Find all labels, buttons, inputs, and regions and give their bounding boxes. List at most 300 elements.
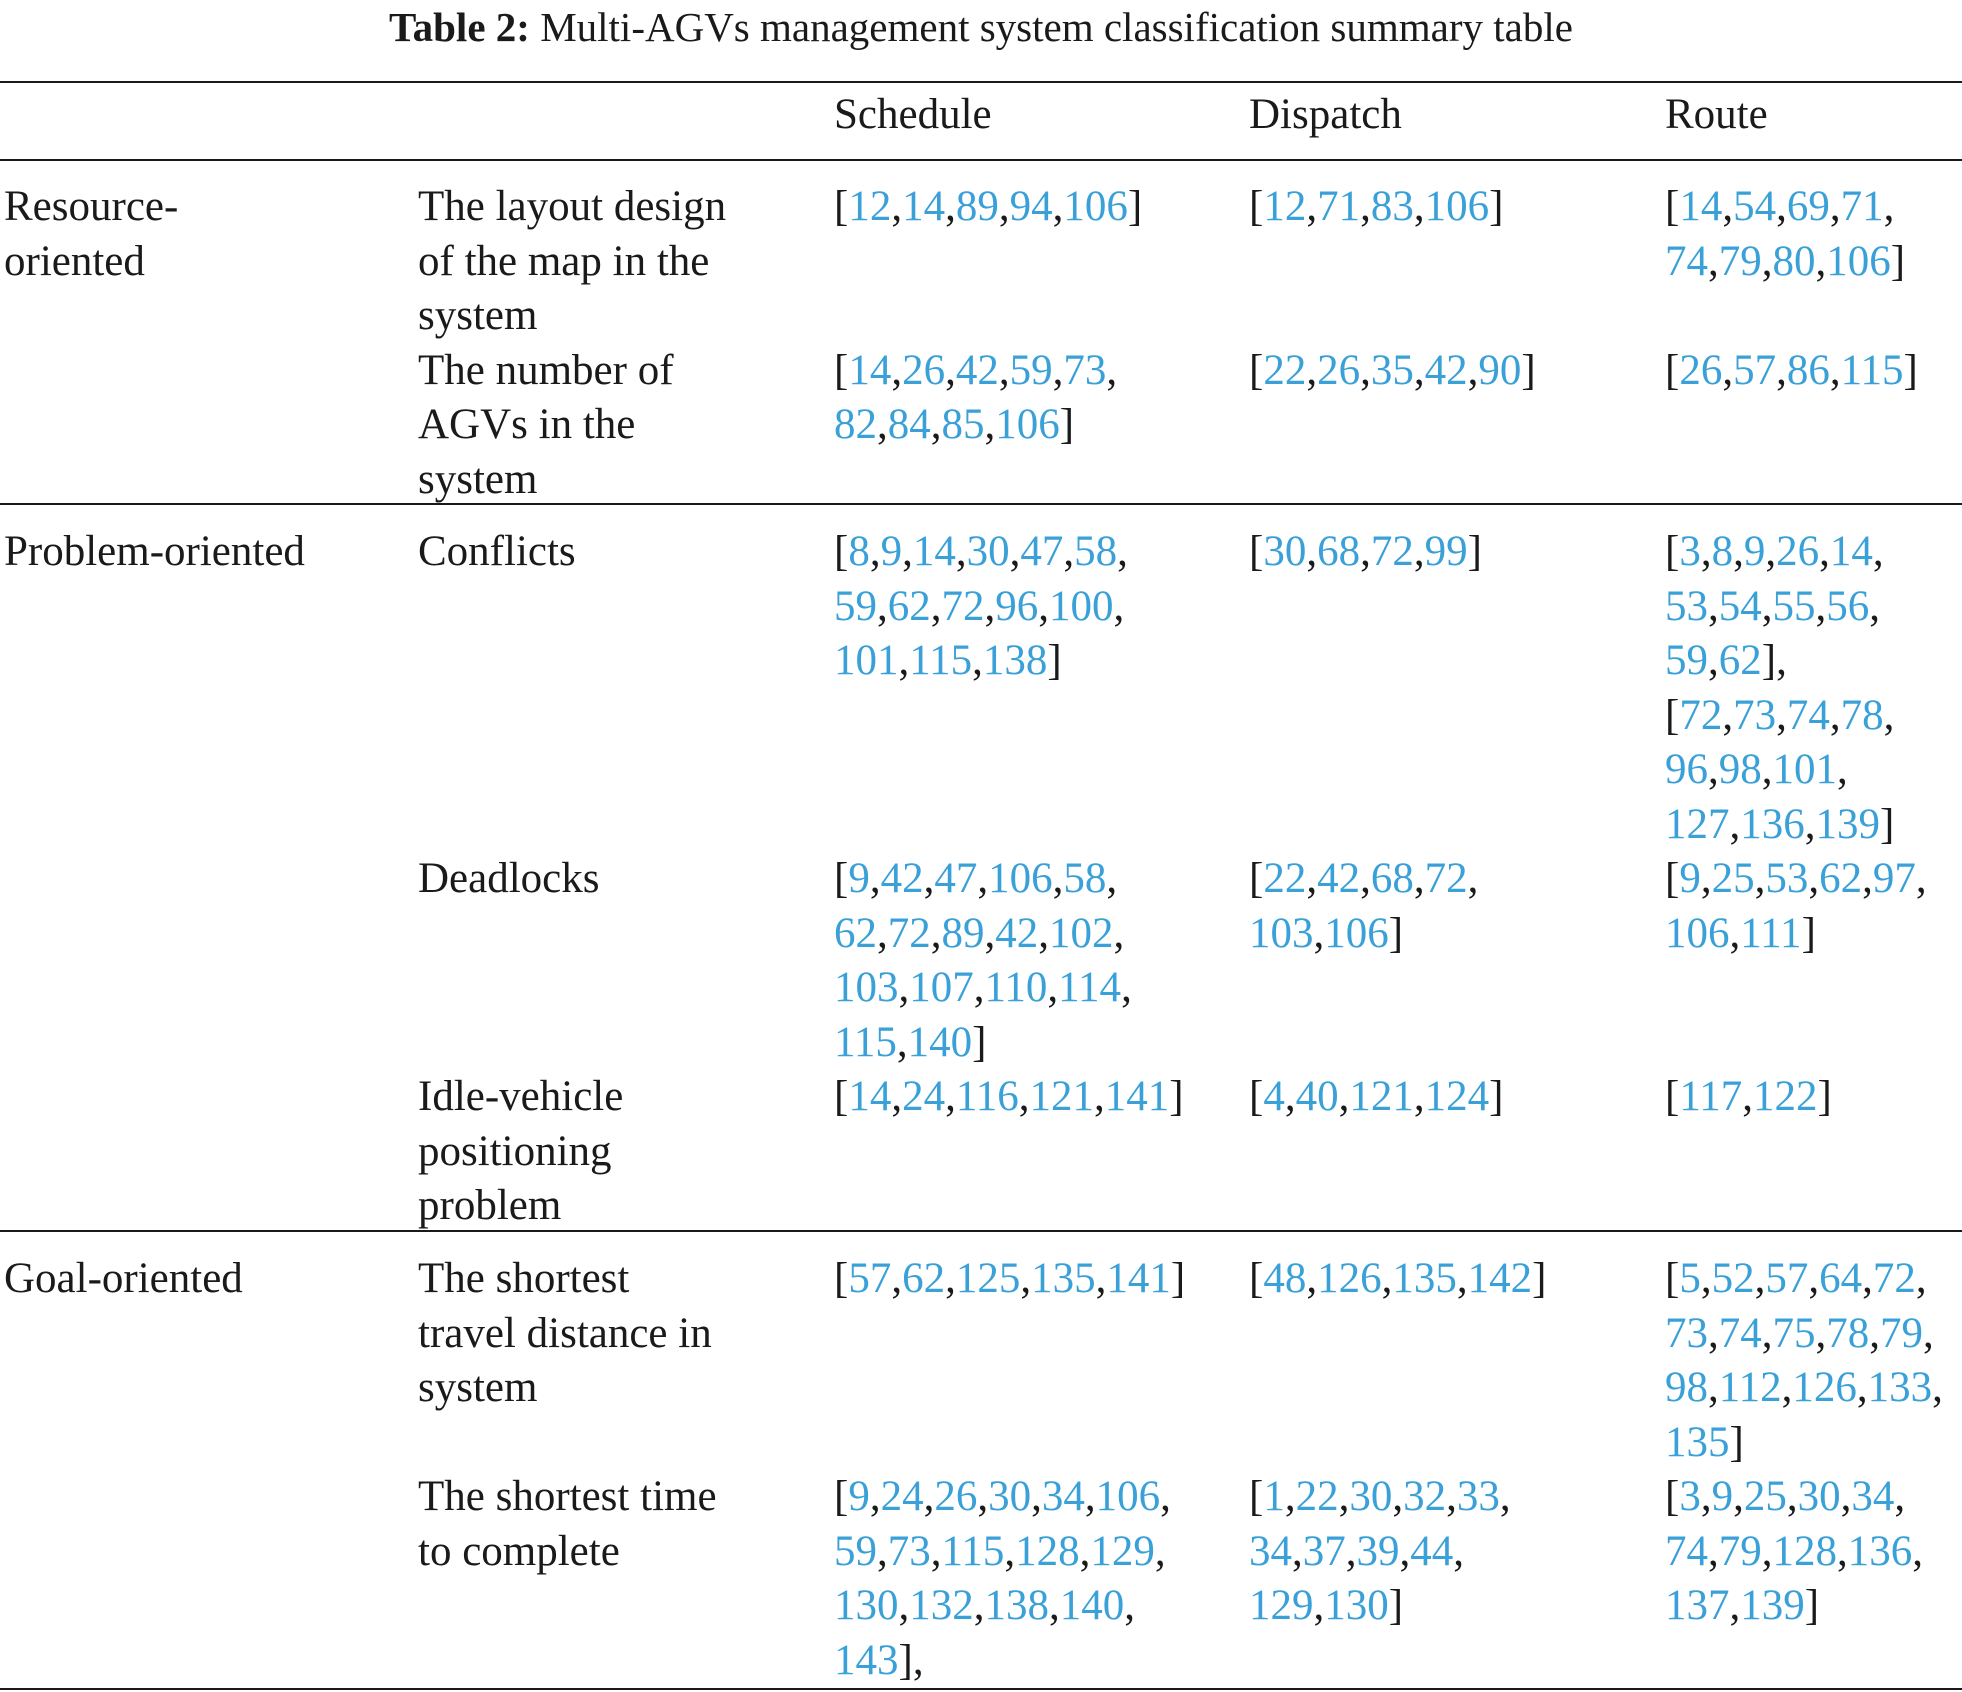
citation-link[interactable]: 32 [1403,1473,1447,1520]
citation-link[interactable]: 103 [1249,909,1314,957]
citation-link[interactable]: 30 [1349,1473,1393,1520]
citation-punct: , [1742,1073,1753,1120]
citation-link[interactable]: 8 [1711,528,1734,575]
citation-link[interactable]: 136 [1847,1527,1913,1575]
schedule-refs [834,525,1128,689]
citation-link[interactable]: 138 [982,637,1048,684]
citation-link[interactable]: 5 [1679,1255,1701,1302]
citation-punct: [ [1249,183,1264,230]
citation-link[interactable]: 30 [988,1473,1032,1520]
citation-link[interactable]: 22 [1263,346,1307,394]
citation-link[interactable]: 34 [1041,1473,1085,1520]
citation-link[interactable]: 42 [1424,346,1468,394]
citation-punct: , [1829,691,1841,739]
citation-link[interactable]: 62 [1819,855,1863,902]
citation-punct: , [1106,346,1118,394]
category-label [4,1252,243,1307]
dispatch-refs [1249,525,1482,580]
citation-link[interactable]: 55 [1772,582,1816,630]
citation-punct: , [1837,746,1848,793]
citation-link[interactable]: 135 [1665,1418,1730,1466]
citation-link[interactable]: 71 [1317,183,1361,230]
citation-punct: , [1052,183,1064,230]
citation-line [1665,1416,1943,1471]
citation-link[interactable]: 106 [1063,183,1128,230]
citation-punct: , [1761,746,1773,793]
citation-punct: , [869,528,881,575]
citation-line [834,852,1132,907]
citation-link[interactable]: 121 [1349,1073,1414,1120]
citation-link[interactable]: 73 [1733,691,1777,739]
citation-link[interactable]: 121 [1029,1073,1094,1120]
citation-punct: , [1722,183,1734,230]
aspect-label [418,1070,623,1234]
citation-link[interactable]: 107 [909,964,974,1011]
citation-punct: , [1761,1309,1773,1357]
citation-link[interactable]: 101 [1772,746,1837,793]
citation-punct: [ [1665,691,1680,739]
citation-link[interactable]: 72 [1679,691,1723,739]
citation-link[interactable]: 26 [902,346,946,394]
citation-link[interactable]: 58 [1074,528,1118,575]
citation-link[interactable]: 141 [1106,1255,1171,1302]
citation-line [834,1470,1171,1525]
citation-link[interactable]: 9 [1711,1473,1734,1520]
aspect-label [418,525,576,580]
citation-link[interactable]: 86 [1786,346,1830,394]
citation-link[interactable]: 106 [995,401,1060,448]
citation-link[interactable]: 115 [941,1527,1005,1575]
citation-line [1249,525,1482,580]
citation-line [1249,1525,1511,1580]
citation-link[interactable]: 47 [934,855,978,902]
citation-punct: , [1313,1582,1325,1629]
citation-link[interactable]: 89 [955,183,999,230]
dispatch-refs [1249,1252,1546,1307]
citation-punct: , [1453,1527,1464,1575]
citation-punct: , [1038,582,1049,630]
citation-line [1665,852,1927,907]
citation-link[interactable]: 59 [1009,346,1053,394]
citation-link[interactable]: 56 [1826,582,1870,630]
header-route: Route [1665,91,1768,138]
aspect-label-line: Idle-vehicle [418,1073,624,1120]
citation-link[interactable]: 72 [1424,855,1468,902]
citation-punct: , [1413,528,1425,575]
citation-link[interactable]: 14 [912,528,956,575]
citation-punct: , [1154,1527,1166,1575]
citation-link[interactable]: 103 [834,964,899,1011]
citation-link[interactable]: 130 [1324,1582,1389,1629]
citation-punct: , [891,346,903,394]
citation-punct: , [1313,909,1325,957]
citation-link[interactable]: 125 [955,1255,1021,1302]
citation-punct: , [1413,183,1425,230]
citation-link[interactable]: 64 [1819,1255,1863,1302]
citation-punct: , [1345,1527,1357,1575]
citation-link[interactable]: 129 [1090,1527,1155,1575]
citation-punct: ] [1127,183,1143,230]
citation-link[interactable]: 128 [1015,1527,1080,1575]
citation-link[interactable]: 24 [880,1473,924,1520]
citation-link[interactable]: 30 [1797,1473,1841,1520]
citation-link[interactable]: 59 [834,1527,877,1575]
citation-link[interactable]: 73 [1665,1309,1708,1357]
citation-link[interactable]: 133 [1867,1364,1933,1411]
citation-link[interactable]: 9 [1679,855,1701,902]
citation-link[interactable]: 30 [1263,528,1307,575]
citation-link[interactable]: 94 [1009,183,1053,230]
citation-link[interactable]: 75 [1772,1309,1816,1357]
citation-link[interactable]: 74 [1718,1309,1762,1357]
citation-line [1249,1579,1511,1634]
citation-punct: , [1862,1255,1873,1302]
citation-punct: [ [1665,1255,1680,1302]
citation-punct: ] [1388,1582,1404,1629]
citation-link[interactable]: 106 [1665,909,1730,957]
citation-link[interactable]: 78 [1826,1309,1870,1357]
citation-link[interactable]: 52 [1711,1255,1755,1302]
citation-link[interactable]: 62 [1718,637,1762,684]
citation-punct: , [1761,1527,1773,1575]
category-label-line: oriented [4,237,145,285]
citation-punct: , [1306,1255,1318,1302]
citation-link[interactable]: 73 [1063,346,1107,394]
citation-link[interactable]: 74 [1665,237,1708,285]
citation-link[interactable]: 96 [995,582,1039,630]
citation-punct: ] [1521,346,1536,394]
citation-link[interactable]: 128 [1772,1527,1837,1575]
citation-link[interactable]: 69 [1786,183,1830,230]
citation-link[interactable]: 14 [848,1073,892,1120]
citation-link[interactable]: 37 [1302,1527,1346,1575]
citation-line [1665,1525,1923,1580]
citation-punct: , [1360,528,1371,575]
citation-punct: , [1761,582,1773,630]
citation-punct: , [1124,1582,1135,1629]
citation-link[interactable]: 117 [1679,1073,1743,1120]
citation-punct: , [1338,1473,1350,1520]
citation-punct: , [1815,237,1827,285]
citation-link[interactable]: 22 [1263,855,1307,902]
citation-link[interactable]: 68 [1370,855,1414,902]
citation-link[interactable]: 79 [1880,1309,1923,1357]
citation-link[interactable]: 57 [848,1255,892,1302]
citation-link[interactable]: 68 [1317,528,1361,575]
citation-punct: , [898,1582,910,1629]
citation-link[interactable]: 62 [834,909,877,957]
citation-line [1665,689,1894,744]
citation-link[interactable]: 25 [1743,1473,1787,1520]
citation-link[interactable]: 48 [1263,1255,1307,1302]
citation-punct: [ [834,183,849,230]
citation-link[interactable]: 14 [1679,183,1723,230]
citation-punct: , [1883,183,1895,230]
citation-punct: ] [1880,800,1895,848]
citation-link[interactable]: 102 [1049,909,1114,957]
citation-link[interactable]: 54 [1718,582,1762,630]
citation-link[interactable]: 139 [1740,1582,1805,1629]
group-rule [0,503,1962,505]
citation-punct: , [1804,800,1816,848]
citation-link[interactable]: 115 [1840,346,1904,394]
citation-link[interactable]: 26 [1679,346,1723,394]
citation-line [834,907,1132,962]
citation-link[interactable]: 42 [1317,855,1361,902]
citation-punct: , [1869,1309,1880,1357]
citation-link[interactable]: 141 [1104,1073,1170,1120]
citation-punct: , [1819,528,1830,575]
citation-link[interactable]: 74 [1665,1527,1708,1575]
citation-link[interactable]: 139 [1815,800,1880,848]
citation-link[interactable]: 26 [1776,528,1820,575]
citation-link[interactable]: 12 [1263,183,1307,230]
route-refs [1665,525,1894,852]
citation-link[interactable]: 140 [907,1018,973,1066]
citation-punct: , [1079,1527,1091,1575]
citation-link[interactable]: 111 [1740,909,1802,957]
citation-link[interactable]: 26 [934,1473,978,1520]
citation-link[interactable]: 138 [984,1582,1049,1629]
citation-punct: [ [1665,528,1680,575]
citation-link[interactable]: 97 [1872,855,1916,902]
citation-link[interactable]: 34 [1249,1527,1292,1575]
citation-link[interactable]: 1 [1263,1473,1285,1520]
citation-link[interactable]: 106 [988,855,1053,902]
citation-punct: , [930,401,942,448]
citation-link[interactable]: 106 [1095,1473,1161,1520]
citation-link[interactable]: 83 [1370,183,1414,230]
citation-link[interactable]: 124 [1424,1073,1490,1120]
citation-punct: , [1708,582,1719,630]
aspect-label [418,852,600,907]
citation-link[interactable]: 79 [1718,1527,1762,1575]
citation-link[interactable]: 106 [1424,183,1490,230]
citation-link[interactable]: 59 [834,582,877,630]
category-label-line: Problem-oriented [4,528,305,575]
route-refs [1665,180,1905,289]
citation-link[interactable]: 3 [1679,528,1701,575]
aspect-label-line: problem [418,1182,562,1229]
citation-punct: ] [1489,183,1504,230]
citation-link[interactable]: 42 [995,909,1039,957]
citation-punct: , [1708,1309,1719,1357]
citation-link[interactable]: 106 [1324,909,1389,957]
citation-link[interactable]: 62 [887,582,931,630]
aspect-label-line: system [418,1364,538,1411]
citation-link[interactable]: 100 [1049,582,1114,630]
citation-link[interactable]: 14 [1829,528,1873,575]
citation-link[interactable]: 98 [1718,746,1762,793]
citation-link[interactable]: 42 [955,346,999,394]
citation-punct: , [896,1018,908,1066]
citation-punct: , [1413,1073,1425,1120]
citation-link[interactable]: 54 [1733,183,1777,230]
citation-punct: [ [834,855,849,902]
citation-punct: , [877,582,888,630]
citation-line [1665,798,1894,853]
citation-line [834,1634,1171,1689]
citation-link[interactable]: 90 [1478,346,1522,394]
citation-punct: , [984,582,996,630]
citation-link[interactable]: 98 [1665,1364,1708,1411]
citation-link[interactable]: 9 [1743,528,1766,575]
citation-link[interactable]: 58 [1063,855,1107,902]
citation-line [1249,1470,1511,1525]
citation-link[interactable]: 101 [834,637,899,684]
citation-link[interactable]: 72 [941,582,985,630]
citation-link[interactable]: 34 [1851,1473,1895,1520]
citation-link[interactable]: 115 [834,1018,897,1066]
citation-link[interactable]: 110 [984,964,1048,1011]
citation-punct: , [1883,691,1895,739]
citation-punct: , [877,1527,888,1575]
citation-link[interactable]: 26 [1317,346,1361,394]
citation-line [1665,235,1905,290]
citation-line [834,580,1128,635]
citation-link[interactable]: 14 [902,183,946,230]
citation-punct: , [1113,582,1125,630]
citation-link[interactable]: 106 [1826,237,1891,285]
citation-link[interactable]: 112 [1718,1364,1782,1411]
citation-link[interactable]: 135 [1392,1255,1457,1302]
citation-punct: ] [1388,909,1404,957]
citation-link[interactable]: 3 [1679,1473,1701,1520]
citation-link[interactable]: 78 [1840,691,1884,739]
aspect-label [418,1470,717,1579]
citation-link[interactable]: 9 [880,528,903,575]
citation-punct: , [1004,1527,1016,1575]
citation-punct: , [1912,1527,1923,1575]
top-rule [0,81,1962,83]
citation-link[interactable]: 14 [848,346,892,394]
citation-link[interactable]: 40 [1295,1073,1339,1120]
citation-link[interactable]: 136 [1740,800,1805,848]
citation-link[interactable]: 142 [1467,1255,1533,1302]
schedule-refs [834,1070,1184,1125]
citation-link[interactable]: 39 [1356,1527,1400,1575]
citation-punct: , [1708,1527,1719,1575]
citation-punct: , [1708,637,1719,684]
citation-link[interactable]: 9 [848,1473,870,1520]
header-schedule: Schedule [834,91,992,138]
citation-punct: [ [1249,1473,1264,1520]
citation-link[interactable]: 4 [1263,1073,1285,1120]
citation-punct: , [1446,1473,1457,1520]
route-refs [1665,1070,1832,1125]
citation-link[interactable]: 8 [848,528,870,575]
citation-punct: ] [1729,1418,1744,1466]
citation-link[interactable]: 115 [909,637,973,684]
citation-punct: , [1009,528,1021,575]
citation-link[interactable]: 96 [1665,746,1708,793]
citation-link[interactable]: 130 [834,1582,899,1629]
citation-link[interactable]: 126 [1317,1255,1382,1302]
citation-link[interactable]: 53 [1765,855,1809,902]
citation-punct: , [869,855,881,902]
citation-line [1249,180,1503,235]
citation-link[interactable]: 72 [1872,1255,1916,1302]
citation-punct: , [1413,855,1425,902]
citation-link[interactable]: 9 [848,855,870,902]
citation-link[interactable]: 126 [1792,1364,1857,1411]
citation-link[interactable]: 59 [1665,637,1708,684]
citation-link[interactable]: 62 [902,1255,946,1302]
citation-link[interactable]: 82 [834,401,877,448]
citation-link[interactable]: 30 [966,528,1010,575]
citation-link[interactable]: 53 [1665,582,1708,630]
citation-link[interactable]: 71 [1840,183,1884,230]
schedule-refs [834,852,1132,1070]
citation-link[interactable]: 85 [941,401,985,448]
citation-line [1665,1252,1943,1307]
citation-line [1665,180,1905,235]
citation-punct: [ [1665,855,1680,902]
citation-link[interactable]: 84 [887,401,931,448]
citation-link[interactable]: 73 [887,1527,931,1575]
citation-punct: [ [834,346,849,394]
citation-punct: [ [834,1073,849,1120]
citation-punct: , [1306,183,1318,230]
citation-punct: , [1872,528,1884,575]
citation-link[interactable]: 127 [1665,800,1730,848]
citation-link[interactable]: 122 [1752,1073,1818,1120]
citation-link[interactable]: 35 [1370,346,1414,394]
aspect-label [418,180,726,344]
citation-link[interactable]: 79 [1718,237,1762,285]
route-refs [1665,344,1918,399]
citation-punct: , [1729,1582,1741,1629]
citation-link[interactable]: 135 [1031,1255,1096,1302]
citation-punct: , [1708,1364,1719,1411]
citation-link[interactable]: 57 [1765,1255,1809,1302]
citation-link[interactable]: 72 [887,909,931,957]
citation-punct: ] [972,1018,987,1066]
citation-punct: , [1106,855,1118,902]
citation-punct: [ [834,1255,849,1302]
citation-link[interactable]: 22 [1295,1473,1339,1520]
citation-link[interactable]: 137 [1665,1582,1730,1629]
citation-link[interactable]: 24 [902,1073,946,1120]
citation-link[interactable]: 129 [1249,1582,1314,1629]
citation-link[interactable]: 12 [848,183,892,230]
citation-link[interactable]: 116 [955,1073,1019,1120]
citation-punct: , [1808,1255,1820,1302]
citation-link[interactable]: 72 [1370,528,1414,575]
citation-link[interactable]: 74 [1786,691,1830,739]
citation-link[interactable]: 140 [1059,1582,1125,1629]
citation-link[interactable]: 42 [880,855,924,902]
citation-link[interactable]: 89 [941,909,985,957]
citation-link[interactable]: 80 [1772,237,1816,285]
aspect-label [418,344,674,508]
citation-link[interactable]: 132 [909,1582,974,1629]
citation-link[interactable]: 99 [1424,528,1468,575]
citation-link[interactable]: 114 [1058,964,1122,1011]
citation-link[interactable]: 25 [1711,855,1755,902]
citation-punct: , [1381,1255,1393,1302]
citation-link[interactable]: 44 [1410,1527,1454,1575]
route-refs [1665,1470,1923,1634]
citation-link[interactable]: 57 [1733,346,1777,394]
citation-punct: , [1722,691,1734,739]
category-label [4,180,178,289]
aspect-label-line: of the map in the [418,237,710,285]
citation-punct: , [1360,855,1371,902]
citation-link[interactable]: 33 [1456,1473,1500,1520]
citation-link[interactable]: 47 [1020,528,1064,575]
citation-link[interactable]: 143 [834,1636,899,1684]
